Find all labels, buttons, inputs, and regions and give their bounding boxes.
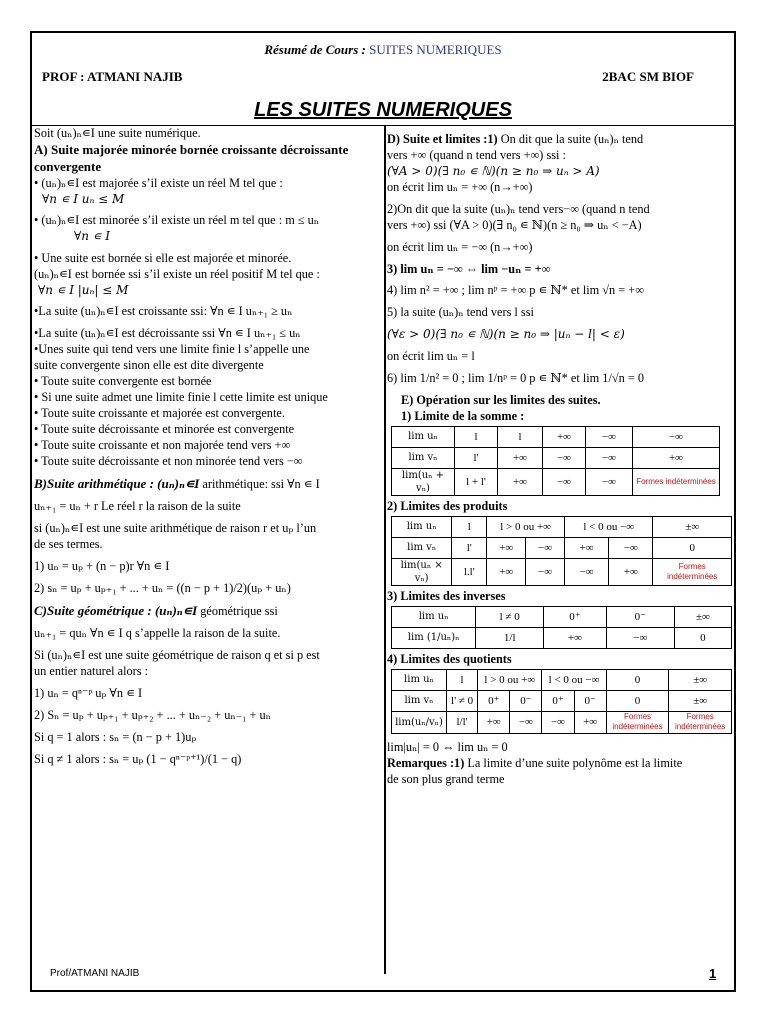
sum-limits-table (391, 426, 720, 496)
geo-si-1: Si (uₙ)ₙ∊I est une suite géométrique de raison q et si p est (34, 648, 320, 663)
product-limits-table (391, 516, 732, 586)
table-cell: l' ≠ 0 (446, 690, 477, 711)
table-row (392, 537, 732, 558)
majoree-formula: ∀n ∊ I uₙ ≤ M (42, 191, 125, 206)
course-line (32, 42, 734, 58)
table-cell: 0 (674, 627, 731, 648)
header (32, 33, 734, 126)
section-b-rest: arithmétique: ssi ∀n ∊ I (199, 477, 320, 492)
table-cell: l (446, 669, 477, 690)
table-cell: 0⁻ (606, 606, 674, 627)
majoree-text: • (uₙ)ₙ∊I est majorée s’il existe un réel M tel que : (34, 175, 283, 190)
table-cell: −∞ (526, 537, 565, 558)
page-number: 1 (709, 966, 717, 981)
table-row (392, 606, 732, 627)
d5-notation: on écrit lim uₙ = l (387, 349, 475, 364)
d6-formula: 6) lim 1/n² = 0 ; lim 1/nᵖ = 0 p ∊ ℕ* et lim 1/√n = 0 (387, 371, 645, 386)
table-cell: −∞ (586, 426, 633, 447)
table-cell: 0⁺ (478, 690, 510, 711)
property-6: • Toute suite décroissante et non minorée tend vers −∞ (34, 454, 303, 469)
row-header-cell: lim uₙ (392, 669, 447, 690)
section-b-title: B)Suite arithmétique : (uₙ)ₙ∊I (34, 476, 200, 492)
geo-si-2: un entier naturel alors : (34, 664, 149, 679)
table-cell: 0⁻ (510, 690, 542, 711)
geo-q-not-1: Si q ≠ 1 alors : sₙ = uₚ (1 − qⁿ⁻ᵖ⁺¹)/(1 − q) (34, 752, 242, 767)
table-cell: −∞ (609, 537, 653, 558)
arith-formula-2: 2) sₙ = uₚ + uₚ₊₁ + ... + uₙ = ((n − p + 1)/2)(uₚ + uₙ) (34, 581, 291, 596)
bornee-text-1: • Une suite est bornée si elle est majorée et minorée. (34, 250, 292, 265)
table-row (392, 447, 720, 468)
table-2-title: 2) Limites des produits (387, 498, 508, 513)
remarks-text-1: La limite d’une suite polynôme est la limite (464, 755, 683, 770)
subject: SUITES NUMERIQUES (369, 42, 502, 57)
table-cell: ±∞ (669, 690, 732, 711)
table-cell: l.l' (452, 558, 487, 585)
resume-label: Résumé de Cours : (264, 42, 366, 57)
bornee-text-2: (uₙ)ₙ∊I est bornée ssi s’il existe un réel positif M tel que : (34, 266, 320, 281)
section-d-heading (387, 132, 732, 148)
geo-formula-1: 1) uₙ = qⁿ⁻ᵖ uₚ ∀n ∊ I (34, 686, 143, 701)
table-cell: +∞ (544, 627, 607, 648)
property-4: • Toute suite décroissante et minorée est convergente (34, 422, 295, 437)
table-cell: Formes indéterminées (653, 558, 732, 585)
table-cell: l (498, 426, 543, 447)
table-row (392, 669, 732, 690)
row-header-cell: lim(uₙ × vₙ) (392, 558, 452, 585)
d1-notation: on écrit lim uₙ = +∞ (n→+∞) (387, 179, 533, 194)
page-frame (30, 31, 736, 992)
row-header-cell: lim uₙ (392, 516, 452, 537)
table-cell: l > 0 ou +∞ (487, 516, 565, 537)
table-row (392, 468, 720, 495)
table-cell: +∞ (565, 537, 609, 558)
table-cell: −∞ (526, 558, 565, 585)
table-cell: l' (455, 447, 498, 468)
table-cell: +∞ (543, 426, 586, 447)
intro: Soit (uₙ)ₙ∊I une suite numérique. (34, 126, 201, 140)
d4-formula: 4) lim n² = +∞ ; lim nᵖ = +∞ p ∊ ℕ* et lim √n = +∞ (387, 283, 644, 298)
table-cell: l > 0 ou +∞ (478, 669, 542, 690)
table-3-title: 3) Limites des inverses (387, 588, 506, 603)
arith-formula-1: 1) uₙ = uₚ + (n − p)r ∀n ∊ I (34, 559, 170, 574)
row-header-cell: lim (1/uₙ)ₙ (392, 627, 476, 648)
table-row (392, 711, 732, 733)
remarks-title: Remarques :1) (387, 755, 465, 770)
table-cell: Formes indéterminées (669, 711, 732, 733)
d3-formula: 3) lim uₙ = −∞ ⇔ lim −uₙ = +∞ (387, 261, 551, 276)
d2-notation: on écrit lim uₙ = −∞ (n→+∞) (387, 239, 533, 254)
footer-author: Prof/ATMANI NAJIB (50, 968, 140, 979)
prof-name: PROF : ATMANI NAJIB (42, 69, 183, 84)
decroissante-text: •La suite (uₙ)ₙ∊I est décroissante ssi ∀n ∊ I uₙ₊₁ ≤ uₙ (34, 326, 301, 341)
section-c-heading (34, 603, 382, 620)
table-cell: −∞ (565, 558, 609, 585)
minoree-text: • (uₙ)ₙ∊I est minorée s’il existe un réel m tel que : m ≤ uₙ (34, 213, 320, 228)
d2-text-a: 2)On dit que la suite (uₙ)ₙ tend vers−∞ (quand n tend (387, 201, 650, 216)
table-cell: 1/l (476, 627, 544, 648)
table-cell: 0 (606, 690, 669, 711)
section-a-title: A) Suite majorée minorée bornée croissante décroissante convergente (34, 141, 349, 174)
table-cell: −∞ (586, 447, 633, 468)
row-header-cell: lim uₙ (392, 426, 455, 447)
column-divider (384, 126, 386, 974)
table-cell: l < 0 ou −∞ (565, 516, 653, 537)
table-cell: −∞ (542, 711, 574, 733)
d1-formula: (∀A > 0)(∃ n₀ ∊ ℕ)(n ≥ n₀ ⇒ uₙ > A) (387, 163, 600, 178)
convergente-text-2: suite convergente sinon elle est dite divergente (34, 358, 264, 373)
table-cell: −∞ (586, 468, 633, 495)
geo-q-equals-1: Si q = 1 alors : sₙ = (n − p + 1)uₚ (34, 730, 197, 745)
table-cell: +∞ (487, 537, 526, 558)
table-cell: −∞ (510, 711, 542, 733)
inverse-limits-table (391, 606, 732, 649)
table-cell: 0⁺ (544, 606, 607, 627)
arith-si-1: si (uₙ)ₙ∊I est une suite arithmétique de raison r et uₚ l’un (34, 521, 317, 536)
bornee-formula: ∀n ∊ I |uₙ| ≤ M (38, 282, 129, 297)
d1-text-a: On dit que la suite (uₙ)ₙ tend (497, 132, 644, 146)
geo-formula-2: 2) Sₙ = uₚ + uₚ₊₁ + uₚ₊₂ + ... + uₙ₋₂ + uₙ₋₁ + uₙ (34, 708, 271, 723)
d5-formula: (∀ε > 0)(∃ n₀ ∊ ℕ)(n ≥ n₀ ⇒ |uₙ − l| < ε) (387, 327, 625, 342)
section-c-title: C)Suite géométrique : (uₙ)ₙ∊I (34, 603, 198, 619)
table-cell: 0⁺ (542, 690, 574, 711)
table-cell: ±∞ (653, 516, 732, 537)
table-cell: 0 (653, 537, 732, 558)
right-column (387, 126, 732, 788)
table-cell: l' (452, 537, 487, 558)
table-cell: l (452, 516, 487, 537)
row-header-cell: lim uₙ (392, 606, 476, 627)
level: 2BAC SM BIOF (602, 69, 694, 84)
table-cell: +∞ (498, 447, 543, 468)
table-cell: 0⁻ (574, 690, 606, 711)
convergente-text-1: •Unes suite qui tend vers une limite finie l s’appelle une (34, 342, 310, 357)
row-header-cell: lim vₙ (392, 690, 447, 711)
property-2: • Si une suite admet une limite finie l cette limite est unique (34, 390, 328, 405)
remarks-text-2: de son plus grand terme (387, 771, 505, 786)
geo-definition: uₙ₊₁ = quₙ ∀n ∊ I q s’appelle la raison de la suite. (34, 626, 281, 641)
minoree-formula: ∀n ∊ I (74, 229, 110, 244)
property-1: • Toute suite convergente est bornée (34, 374, 212, 389)
table-row (392, 426, 720, 447)
table-cell: +∞ (574, 711, 606, 733)
section-b-heading (34, 476, 382, 493)
table-cell: −∞ (606, 627, 674, 648)
d5-text: 5) la suite (uₙ)ₙ tend vers l ssi (387, 305, 534, 320)
remarks-line-1 (387, 756, 732, 772)
table-cell: Formes indéterminées (606, 711, 669, 733)
table-cell: l/l' (446, 711, 477, 733)
table-cell: +∞ (633, 447, 720, 468)
property-3: • Toute suite croissante et majorée est convergente. (34, 406, 285, 421)
section-d-title: D) Suite et limites :1) (387, 132, 498, 146)
table-cell: +∞ (498, 468, 543, 495)
table-row (392, 558, 732, 585)
table-cell: ±∞ (669, 669, 732, 690)
table-row (392, 516, 732, 537)
table-cell: ±∞ (674, 606, 731, 627)
arith-si-2: de ses termes. (34, 537, 103, 552)
table-cell: −∞ (633, 426, 720, 447)
table-cell: +∞ (478, 711, 510, 733)
page-title: LES SUITES NUMERIQUES (254, 99, 512, 121)
table-cell: +∞ (487, 558, 526, 585)
row-header-cell: lim vₙ (392, 447, 455, 468)
table-cell: +∞ (609, 558, 653, 585)
arith-definition: uₙ₊₁ = uₙ + r Le réel r la raison de la suite (34, 499, 241, 514)
table-cell: l < 0 ou −∞ (542, 669, 606, 690)
d1-text-b: vers +∞ (quand n tend vers +∞) ssi : (387, 147, 566, 162)
section-e-title: E) Opération sur les limites des suites. (401, 393, 601, 408)
table-row (392, 627, 732, 648)
abs-limit: lim|uₙ| = 0 ⇔ lim uₙ = 0 (387, 739, 508, 754)
row-header-cell: lim vₙ (392, 537, 452, 558)
property-5: • Toute suite croissante et non majorée tend vers +∞ (34, 438, 291, 453)
quotient-limits-table (391, 669, 732, 734)
table-4-title: 4) Limites des quotients (387, 651, 512, 666)
table-cell: l ≠ 0 (476, 606, 544, 627)
table-cell: l + l' (455, 468, 498, 495)
d2-text-b: vers +∞) ssi (∀A > 0)(∃ n₀ ∊ ℕ)(n ≥ n₀ ⇒ uₙ < −A) (387, 217, 642, 232)
table-cell: Formes indéterminées (633, 468, 720, 495)
table-cell: 0 (606, 669, 669, 690)
table-row (392, 690, 732, 711)
header-row (42, 69, 694, 85)
table-cell: l (455, 426, 498, 447)
row-header-cell: lim(uₙ/vₙ) (392, 711, 447, 733)
croissante-text: •La suite (uₙ)ₙ∊I est croissante ssi: ∀n ∊ I uₙ₊₁ ≥ uₙ (34, 304, 293, 319)
row-header-cell: lim(uₙ + vₙ) (392, 468, 455, 495)
left-column (34, 126, 382, 768)
table-cell: −∞ (543, 468, 586, 495)
section-c-rest: géométrique ssi (197, 604, 278, 619)
table-1-title: 1) Limite de la somme : (401, 409, 525, 423)
table-cell: −∞ (543, 447, 586, 468)
